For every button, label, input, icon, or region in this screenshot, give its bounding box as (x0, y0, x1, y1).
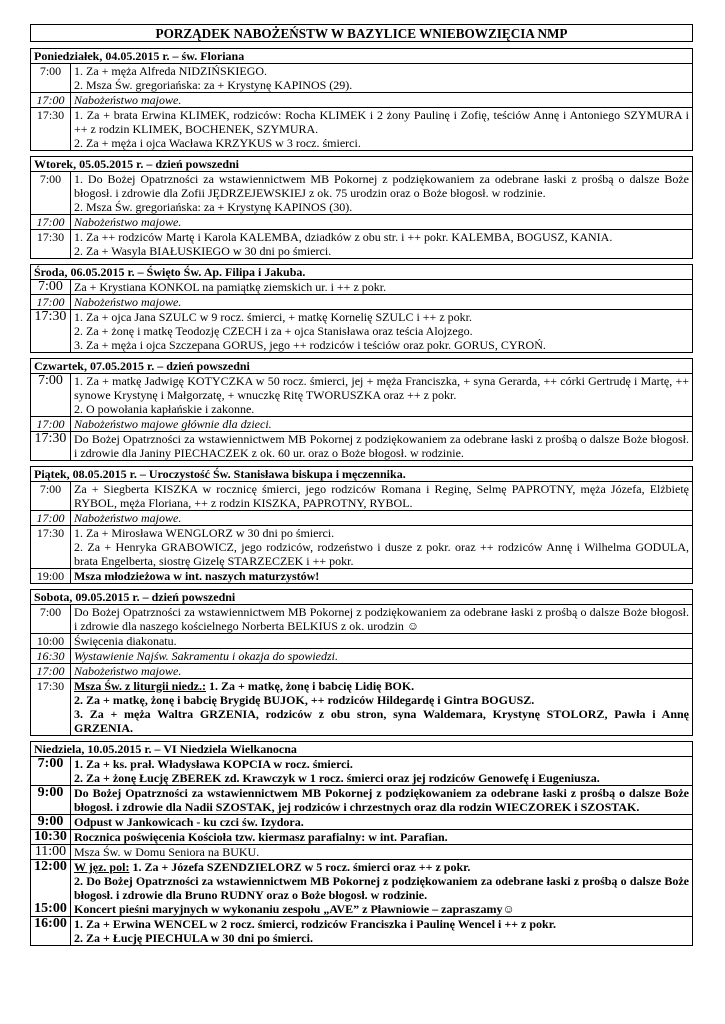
time-label: 10:30 (34, 829, 67, 844)
intention-cell (71, 310, 693, 353)
intention-cell (71, 830, 693, 845)
intention-line: 1. Za + ks. prał. Władysława KOPCIA w rocz. śmierci. (74, 757, 353, 771)
time-label: 12:00 (34, 859, 67, 874)
day-section (30, 48, 693, 151)
intention-line (74, 860, 689, 874)
intention-cell (71, 432, 693, 461)
intention-line: 1. Za + brata Erwina KLIMEK, rodziców: Rocha KLIMEK i 2 żony Paulinę i Zofię, teściów Annę i Antoniego SZYMURA i ++ z rodzin KLIMEK, BOCHENEK, SZYMURA. (74, 108, 689, 136)
time-label: 17:00 (36, 664, 65, 678)
days-container (30, 48, 693, 946)
time-label: 17:00 (36, 295, 65, 309)
day-section (30, 466, 693, 584)
time-cell (31, 310, 71, 353)
intention-cell (71, 649, 693, 664)
day-section (30, 589, 693, 736)
intention-line: 2. Do Bożej Opatrzności za wstawiennictwem MB Pokornej z podziękowaniem za odebrane łaski z prośbą o dalsze Boże błogosł. i zdrowie dla Bruno RUDNY oraz o Boże błogosł. w rodzinie. (74, 874, 689, 902)
intention-cell (71, 845, 693, 860)
time-label: 11:00 (34, 844, 67, 859)
time-cell (31, 374, 71, 417)
time-label: 17:30 (36, 526, 65, 540)
intention-line: 2. Za + Henryka GRABOWICZ, jego rodziców, rodzeństwo i dusze z pokr. oraz ++ rodziców Annę i Wilhelma GODULA, brata Engelberta, siostrę Gizelę STARZECZEK i ++ pokr. (74, 540, 689, 568)
time-cell (31, 569, 71, 584)
schedule-row (31, 830, 692, 845)
time-cell (31, 649, 71, 664)
time-label: 17:30 (36, 108, 65, 122)
day-section (30, 358, 693, 461)
intention-line: 2. Za + męża i ojca Wacława KRZYKUS w 3 rocz. śmierci. (74, 136, 361, 150)
time-cell (31, 432, 71, 461)
schedule-table (31, 374, 692, 460)
time-cell (31, 230, 71, 259)
schedule-row (31, 64, 692, 93)
time-cell (31, 679, 71, 736)
lead-label: Msza Św. z liturgii niedz.: (74, 679, 206, 693)
time-cell (31, 108, 71, 151)
schedule-row (31, 649, 692, 664)
schedule-row (31, 860, 692, 917)
intention-line: Nabożeństwo majowe. (74, 295, 182, 309)
time-cell (31, 917, 71, 946)
time-cell (31, 511, 71, 526)
intention-line: 1. Za + matkę Jadwigę KOTYCZKA w 50 rocz. śmierci, jej + męża Franciszka, + syna Gerarda, ++ córki Gertrudę i Martę, ++ synowe Krystynę i Małgorzatę, + wnuczkę Ritę TWORUSZKA oraz ++ z pokr. (74, 374, 689, 402)
schedule-row (31, 634, 692, 649)
intention-line: Nabożeństwo majowe. (74, 664, 182, 678)
time-label: 7:00 (39, 64, 62, 78)
time-cell (31, 417, 71, 432)
intention-line: 2. Za + Łucję PIECHULA w 30 dni po śmierci. (74, 931, 313, 945)
intention-cell (71, 108, 693, 151)
time-cell (31, 786, 71, 815)
day-header: Piątek, 08.05.2015 r. – Uroczystość Św. Stanisława biskupa i męczennika. (31, 467, 692, 482)
intention-cell (71, 786, 693, 815)
intention-line: 3. Za + męża i ojca Szczepana GORUS, jego ++ rodziców i teściów oraz pokr. GORUS, CYROŃ. (74, 338, 546, 352)
time-label: 9:00 (37, 814, 64, 829)
intention-cell (71, 93, 693, 108)
time-label: 17:00 (36, 511, 65, 525)
schedule-table (31, 757, 692, 945)
schedule-row (31, 230, 692, 259)
intention-cell (71, 634, 693, 649)
intention-line: 1. Za + męża Alfreda NIDZIŃSKIEGO. (74, 64, 268, 78)
schedule-table (31, 605, 692, 735)
time-label: 7:00 (39, 605, 62, 619)
time-cell (31, 845, 71, 860)
intention-cell (71, 664, 693, 679)
intention-line: 2. Za + żonę Łucję ZBEREK zd. Krawczyk w 1 rocz. śmierci oraz jej rodziców Genowefę i Eugeniusza. (74, 771, 600, 785)
schedule-row (31, 108, 692, 151)
intention-cell (71, 526, 693, 569)
time-label: 19:00 (36, 569, 65, 583)
time-label: 7:00 (39, 482, 62, 496)
schedule-row (31, 511, 692, 526)
time-label: 16:00 (34, 916, 67, 931)
schedule-row (31, 845, 692, 860)
time-cell (31, 605, 71, 634)
time-label: 7:00 (38, 373, 63, 388)
schedule-table (31, 172, 692, 258)
intention-cell (71, 605, 693, 634)
schedule-row (31, 526, 692, 569)
schedule-row (31, 815, 692, 830)
schedule-row (31, 93, 692, 108)
time-label: 7:00 (37, 756, 64, 771)
schedule-row (31, 679, 692, 736)
intention-line: 2. Za + żonę i matkę Teodozję CZECH i za + ojca Stanisława oraz teścia Alojzego. (74, 324, 473, 338)
schedule-row (31, 757, 692, 786)
intention-line: 1. Za ++ rodziców Martę i Karola KALEMBA, dziadków z obu str. i ++ pokr. KALEMBA, BOGUSZ, KANIA. (74, 230, 613, 244)
intention-line: Msza młodzieżowa w int. naszych maturzystów! (74, 569, 320, 583)
intention-line: 2. Za + matkę, żonę i babcię Brygidę BUJOK, ++ rodziców Hildegardę i Gintra BOGUSZ. (74, 693, 535, 707)
time-label: 16:30 (36, 649, 65, 663)
time-cell (31, 830, 71, 845)
day-header: Poniedziałek, 04.05.2015 r. – św. Floriana (31, 49, 692, 64)
day-section (30, 156, 693, 259)
intention-cell (71, 569, 693, 584)
schedule-row (31, 482, 692, 511)
schedule-row (31, 295, 692, 310)
time-label: 17:30 (36, 679, 65, 693)
intention-line: Do Bożej Opatrzności za wstawiennictwem MB Pokornej z podziękowaniem za odebrane łaski z prośbą o dalsze Boże błogosł. i zdrowie dla Janiny PIECHACZEK z ok. 60 ur. oraz o Boże błogosł. w rodzinie. (74, 432, 689, 460)
intention-line: 1. Za + ojca Jana SZULC w 9 rocz. śmierci, + matkę Kornelię SZULC i ++ z pokr. (74, 310, 472, 324)
intention-line: 1. Do Bożej Opatrzności za wstawiennictwem MB Pokornej z podziękowaniem za odebrane łaski z prośbą o dalsze Boże błogosł. i zdrowie dla Zofii JĘDRZEJEWSKIEJ z ok. 75 urodzin oraz o Boże błogosł. w rodzinie. (74, 172, 689, 200)
day-header: Niedziela, 10.05.2015 r. – VI Niedziela Wielkanocna (31, 742, 692, 757)
intention-line: Rocznica poświęcenia Kościoła tzw. kiermasz parafialny: w int. Parafian. (74, 830, 448, 844)
schedule-row (31, 215, 692, 230)
intention-cell (71, 860, 693, 917)
time-label: 17:00 (36, 93, 65, 107)
intention-line: Wystawienie Najśw. Sakramentu i okazja do spowiedzi. (74, 649, 338, 663)
intention-cell (71, 172, 693, 215)
time-cell (31, 482, 71, 511)
time-cell (31, 93, 71, 108)
time-label: 17:00 (36, 417, 65, 431)
day-header: Sobota, 09.05.2015 r. – dzień powszedni (31, 590, 692, 605)
intention-line: Za + Siegberta KISZKA w rocznicę śmierci, jego rodziców Romana i Reginę, Selmę PAPROTNY, męża Józefa, Elżbietę RYBOL, męża Floriana, ++ z rodzin KISZKA, PAPROTNY, RYBOL. (74, 482, 689, 510)
schedule-row (31, 569, 692, 584)
time-cell (31, 757, 71, 786)
intention-line: Nabożeństwo majowe. (74, 511, 182, 525)
time-cell (31, 860, 71, 917)
schedule-row (31, 664, 692, 679)
time-label: 17:30 (34, 431, 67, 446)
intention-cell (71, 230, 693, 259)
intention-line: Do Bożej Opatrzności za wstawiennictwem MB Pokornej z podziękowaniem za odebrane łaski z prośbą o dalsze Boże błogosł. i zdrowie dla Nadii SZOSTAK, jej rodziców i chrzestnych oraz dla rodzin WIECZOREK i SZOSTAK. (74, 786, 689, 814)
intention-text: 1. Za + matkę, żonę i babcię Lidię BOK. (209, 679, 415, 693)
schedule-row (31, 432, 692, 461)
schedule-row (31, 280, 692, 295)
intention-line: Nabożeństwo majowe. (74, 215, 182, 229)
time-label-second: 15:00 (34, 901, 67, 916)
intention-cell (71, 215, 693, 230)
day-header: Środa, 06.05.2015 r. – Święto Św. Ap. Filipa i Jakuba. (31, 265, 692, 280)
time-label: 9:00 (37, 785, 64, 800)
day-section (30, 264, 693, 353)
intention-line: 3. Za + męża Waltra GRZENIA, rodziców z obu stron, syna Waldemara, Krystynę STOLORZ, Pawła i Annę GRZENIA. (74, 707, 689, 735)
intention-line: 2. Za + Wasyla BIAŁUSKIEGO w 30 dni po śmierci. (74, 244, 332, 258)
schedule-row (31, 917, 692, 946)
intention-cell (71, 374, 693, 417)
time-cell (31, 64, 71, 93)
intention-line: Koncert pieśni maryjnych w wykonaniu zespołu „AVE” z Pławniowie – zapraszamy☺ (74, 902, 515, 916)
schedule-row (31, 417, 692, 432)
intention-cell (71, 511, 693, 526)
time-label: 17:30 (34, 309, 67, 324)
intention-line: Odpust w Jankowicach - ku czci św. Izydora. (74, 815, 304, 829)
intention-cell (71, 64, 693, 93)
intention-line: Za + Krystiana KONKOL na pamiątkę ziemskich ur. i ++ z pokr. (74, 280, 387, 294)
schedule-row (31, 172, 692, 215)
intention-line: 2. O powołania kapłańskie i zakonne. (74, 402, 255, 416)
intention-line: Msza Św. w Domu Seniora na BUKU. (74, 845, 260, 859)
intention-line: 2. Msza Św. gregoriańska: za + Krystynę KAPINOS (29). (74, 78, 353, 92)
lead-label: W jęz. pol: (74, 860, 130, 874)
intention-line: 1. Za + Erwina WENCEL w 2 rocz. śmierci, rodziców Franciszka i Paulinę Wencel i ++ z pokr. (74, 917, 556, 931)
intention-cell (71, 815, 693, 830)
schedule-row (31, 786, 692, 815)
intention-cell (71, 280, 693, 295)
time-cell (31, 280, 71, 295)
schedule-table (31, 64, 692, 150)
day-section (30, 741, 693, 946)
intention-line: Do Bożej Opatrzności za wstawiennictwem MB Pokornej z podziękowaniem za odebrane łaski z prośbą o dalsze Boże błogosł. i zdrowie dla naszego kościelnego Norberta BELKIUS z ok. urodzin ☺ (74, 605, 689, 633)
intention-cell (71, 417, 693, 432)
intention-text: 1. Za + Józefa SZENDZIELORZ w 5 rocz. śmierci oraz ++ z pokr. (132, 860, 471, 874)
intention-cell (71, 295, 693, 310)
page-title: PORZĄDEK NABOŻEŃSTW W BAZYLICE WNIEBOWZIĘCIA NMP (30, 24, 693, 42)
intention-cell (71, 679, 693, 736)
time-cell (31, 526, 71, 569)
day-header: Czwartek, 07.05.2015 r. – dzień powszedni (31, 359, 692, 374)
schedule-row (31, 310, 692, 353)
time-label: 17:00 (36, 215, 65, 229)
intention-line: Nabożeństwo majowe. (74, 93, 182, 107)
time-cell (31, 815, 71, 830)
schedule-row (31, 605, 692, 634)
schedule-page (30, 24, 693, 951)
intention-line: 1. Za + Mirosława WENGLORZ w 30 dni po śmierci. (74, 526, 335, 540)
intention-line (74, 679, 689, 693)
schedule-table (31, 280, 692, 352)
intention-line: 2. Msza Św. gregoriańska: za + Krystynę KAPINOS (30). (74, 200, 353, 214)
intention-cell (71, 757, 693, 786)
time-cell (31, 295, 71, 310)
time-cell (31, 172, 71, 215)
time-label: 10:00 (36, 634, 65, 648)
intention-line: Nabożeństwo majowe głównie dla dzieci. (74, 417, 272, 431)
intention-cell (71, 917, 693, 946)
schedule-row (31, 374, 692, 417)
time-label: 7:00 (39, 172, 62, 186)
schedule-table (31, 482, 692, 583)
time-cell (31, 215, 71, 230)
time-cell (31, 664, 71, 679)
time-cell (31, 634, 71, 649)
time-label: 7:00 (38, 279, 63, 294)
intention-line: Święcenia diakonatu. (74, 634, 177, 648)
intention-cell (71, 482, 693, 511)
day-header: Wtorek, 05.05.2015 r. – dzień powszedni (31, 157, 692, 172)
time-label: 17:30 (36, 230, 65, 244)
